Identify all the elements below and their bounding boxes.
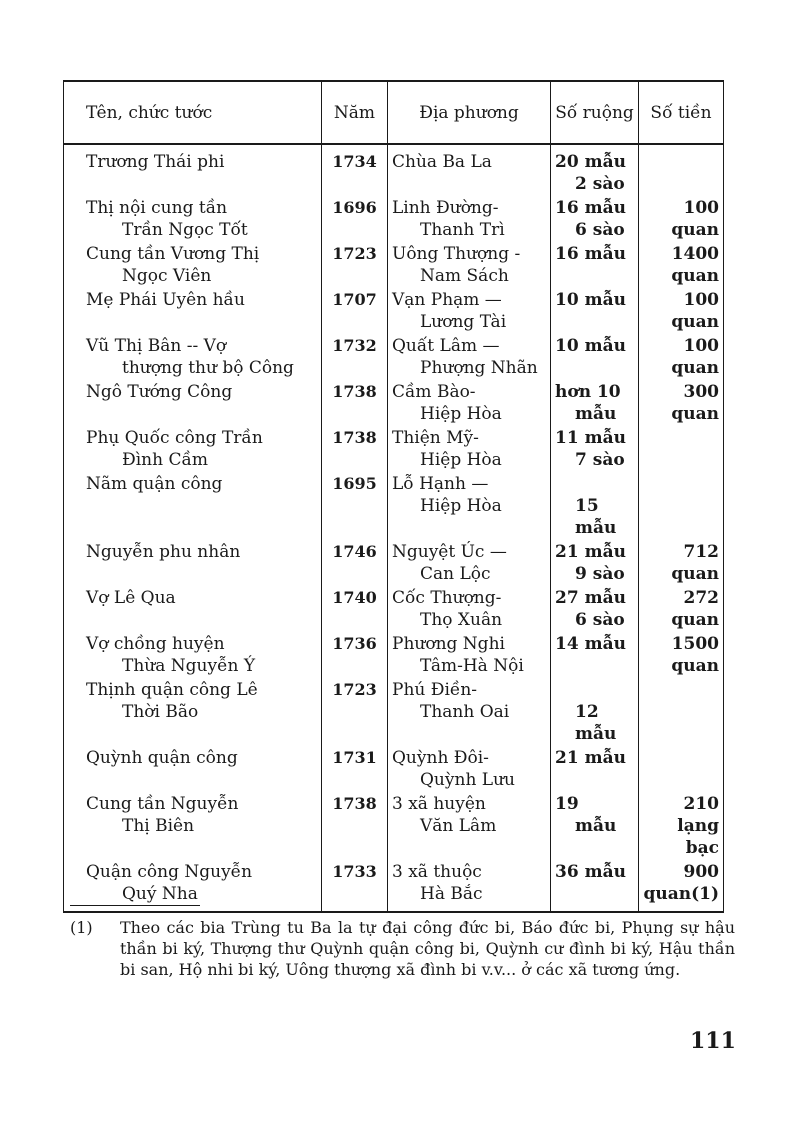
place-line: Cốc Thượng- — [392, 588, 502, 608]
field-line: 16 mẫu — [555, 244, 626, 264]
field-line: mẫu — [575, 816, 617, 836]
table-row — [64, 381, 724, 427]
place-line: Linh Đường- — [392, 198, 499, 218]
money-cell — [639, 144, 724, 197]
money-line: quan — [671, 404, 719, 424]
table-row — [64, 335, 724, 381]
field-cell — [551, 473, 639, 541]
money-line: 100 — [683, 198, 719, 218]
table-body — [64, 144, 724, 912]
money-line: 900 — [683, 862, 719, 882]
place-cell — [388, 861, 551, 912]
place-cell — [388, 679, 551, 747]
name-line: Đình Cầm — [122, 450, 209, 470]
place-line: Hiệp Hòa — [420, 450, 502, 470]
money-cell — [639, 793, 724, 861]
name-line: Vợ chồng huyện — [86, 634, 225, 654]
place-line: Nguyệt Úc — — [392, 542, 507, 562]
table-row — [64, 197, 724, 243]
name-line: Vũ Thị Bân -- Vợ — [86, 336, 227, 356]
place-line: 3 xã huyện — [392, 794, 486, 814]
place-line: Thiện Mỹ- — [392, 428, 479, 448]
field-line: 27 mẫu — [555, 588, 626, 608]
field-line: 7 sào — [575, 450, 625, 470]
name-cell — [64, 679, 322, 747]
money-line: 100 — [683, 290, 719, 310]
money-line: quan — [671, 358, 719, 378]
year-cell: 1723 — [322, 243, 388, 289]
field-cell — [551, 541, 639, 587]
year-cell: 1695 — [322, 473, 388, 541]
name-line: Cung tần Vương Thị — [86, 244, 260, 264]
field-line: 9 sào — [575, 564, 625, 584]
field-cell — [551, 747, 639, 793]
field-cell — [551, 243, 639, 289]
money-line: quan(1) — [643, 884, 719, 904]
place-line: Can Lộc — [420, 564, 491, 584]
name-line: Ngọc Viên — [122, 266, 212, 286]
name-cell — [64, 289, 322, 335]
money-cell — [639, 633, 724, 679]
money-line: quan — [671, 266, 719, 286]
name-line: Cung tần Nguyễn — [86, 794, 239, 814]
place-line: Lỗ Hạnh — — [392, 474, 489, 494]
place-cell — [388, 793, 551, 861]
table-row — [64, 289, 724, 335]
place-line: Quất Lâm — — [392, 336, 500, 356]
money-line: quan — [671, 564, 719, 584]
field-cell — [551, 197, 639, 243]
name-cell — [64, 633, 322, 679]
name-cell — [64, 473, 322, 541]
name-line: Thịnh quận công Lê — [86, 680, 258, 700]
name-cell — [64, 381, 322, 427]
name-line: Quý Nha — [122, 884, 198, 904]
money-cell — [639, 861, 724, 912]
table-row — [64, 243, 724, 289]
place-line: Hiệp Hòa — [420, 404, 502, 424]
field-cell — [551, 793, 639, 861]
field-cell — [551, 381, 639, 427]
field-line: hơn 10 — [555, 382, 621, 402]
field-line: 20 mẫu — [555, 152, 626, 172]
name-line: Ngô Tướng Công — [86, 382, 233, 402]
money-line: quan — [671, 656, 719, 676]
name-line: Thị nội cung tần — [86, 198, 228, 218]
place-line: Thọ Xuân — [420, 610, 503, 630]
place-line: Quỳnh Đôi- — [392, 748, 489, 768]
field-line: 21 mẫu — [555, 748, 626, 768]
donation-table — [63, 80, 724, 913]
header-place: Địa phương — [388, 81, 551, 144]
place-line: Vạn Phạm — — [392, 290, 502, 310]
year-cell: 1738 — [322, 427, 388, 473]
name-line: Trương Thái phi — [86, 152, 225, 172]
year-cell: 1746 — [322, 541, 388, 587]
table-header-row — [64, 81, 724, 144]
header-year: Năm — [322, 81, 388, 144]
name-cell — [64, 541, 322, 587]
name-line: Nguyễn phu nhân — [86, 542, 241, 562]
place-line: Thanh Trì — [420, 220, 505, 240]
place-line: Hà Bắc — [420, 884, 483, 904]
place-line: Uông Thượng - — [392, 244, 521, 264]
year-cell: 1738 — [322, 381, 388, 427]
place-cell — [388, 541, 551, 587]
place-cell — [388, 427, 551, 473]
place-cell — [388, 587, 551, 633]
name-line: thượng thư bộ Công — [122, 358, 294, 378]
place-line: 3 xã thuộc — [392, 862, 482, 882]
place-cell — [388, 197, 551, 243]
footnote-marker: (1) — [70, 918, 93, 937]
place-line: Thanh Oai — [420, 702, 510, 722]
year-cell: 1707 — [322, 289, 388, 335]
name-line: Thị Biên — [122, 816, 195, 836]
place-line: Văn Lâm — [420, 816, 497, 836]
place-line: Quỳnh Lưu — [420, 770, 515, 790]
place-line: Lương Tài — [420, 312, 507, 332]
place-cell — [388, 289, 551, 335]
money-cell — [639, 541, 724, 587]
name-line: Phụ Quốc công Trần — [86, 428, 263, 448]
name-cell — [64, 427, 322, 473]
year-cell: 1731 — [322, 747, 388, 793]
place-cell — [388, 243, 551, 289]
year-cell: 1732 — [322, 335, 388, 381]
money-line: 300 — [683, 382, 719, 402]
field-cell — [551, 587, 639, 633]
field-line: 11 mẫu — [555, 428, 626, 448]
name-line: Nãm quận công — [86, 474, 223, 494]
place-cell — [388, 144, 551, 197]
money-cell — [639, 243, 724, 289]
place-cell — [388, 473, 551, 541]
field-line — [555, 679, 634, 701]
money-cell — [639, 381, 724, 427]
place-line: Chùa Ba La — [392, 152, 492, 172]
field-cell — [551, 861, 639, 912]
place-line: Hiệp Hòa — [420, 496, 502, 516]
table-row — [64, 427, 724, 473]
table-row — [64, 747, 724, 793]
money-line: quan — [671, 312, 719, 332]
name-line: Quận công Nguyễn — [86, 862, 253, 882]
money-line: 712 — [683, 542, 719, 562]
field-line: 2 sào — [575, 174, 625, 194]
money-line: bạc — [685, 838, 719, 858]
name-cell — [64, 197, 322, 243]
field-cell — [551, 633, 639, 679]
name-cell — [64, 335, 322, 381]
field-line: 15 mẫu — [575, 496, 617, 538]
header-money: Số tiền — [639, 81, 724, 144]
money-cell — [639, 427, 724, 473]
money-cell — [639, 473, 724, 541]
footnote — [70, 917, 735, 980]
place-line: Phượng Nhãn — [420, 358, 538, 378]
money-line: 100 — [683, 336, 719, 356]
year-cell: 1723 — [322, 679, 388, 747]
year-cell: 1738 — [322, 793, 388, 861]
money-cell — [639, 289, 724, 335]
header-field: Số ruộng — [551, 81, 639, 144]
field-line: 16 mẫu — [555, 198, 626, 218]
place-cell — [388, 633, 551, 679]
field-cell — [551, 679, 639, 747]
money-line: quan — [671, 610, 719, 630]
place-line: Nam Sách — [420, 266, 509, 286]
table-row — [64, 633, 724, 679]
field-line: 36 mẫu — [555, 862, 626, 882]
name-cell — [64, 243, 322, 289]
name-line: Thừa Nguyễn Ý — [122, 656, 256, 676]
table-row — [64, 793, 724, 861]
field-line: 6 sào — [575, 610, 625, 630]
field-line — [555, 473, 634, 495]
field-cell — [551, 289, 639, 335]
money-line: 272 — [683, 588, 719, 608]
year-cell: 1740 — [322, 587, 388, 633]
money-line: 210 lạng — [677, 794, 719, 836]
year-cell: 1736 — [322, 633, 388, 679]
place-cell — [388, 335, 551, 381]
table-row — [64, 541, 724, 587]
page-number: 111 — [690, 1028, 736, 1054]
field-line: 6 sào — [575, 220, 625, 240]
footnote-rule — [70, 905, 200, 906]
year-cell: 1696 — [322, 197, 388, 243]
table-row — [64, 144, 724, 197]
place-line: Tâm-Hà Nội — [420, 656, 524, 676]
money-line: 1500 — [671, 634, 719, 654]
name-line: Vợ Lê Qua — [86, 588, 176, 608]
year-cell: 1734 — [322, 144, 388, 197]
header-name: Tên, chức tước — [64, 81, 322, 144]
money-cell — [639, 197, 724, 243]
money-cell — [639, 747, 724, 793]
place-cell — [388, 381, 551, 427]
name-line: Thời Bão — [122, 702, 199, 722]
name-line: Trần Ngọc Tốt — [122, 220, 248, 240]
field-cell — [551, 427, 639, 473]
place-line: Phú Điền- — [392, 680, 478, 700]
money-cell — [639, 587, 724, 633]
field-line: 12 mẫu — [575, 702, 617, 744]
money-line: 1400 — [671, 244, 719, 264]
name-cell — [64, 747, 322, 793]
place-cell — [388, 747, 551, 793]
name-cell — [64, 144, 322, 197]
field-line: mẫu — [575, 404, 617, 424]
field-line: 10 mẫu — [555, 290, 626, 310]
field-line: 21 mẫu — [555, 542, 626, 562]
field-line: 19 — [555, 794, 579, 814]
place-line: Phương Nghi — [392, 634, 505, 654]
field-line: 10 mẫu — [555, 336, 626, 356]
place-line: Cầm Bào- — [392, 382, 476, 402]
year-cell: 1733 — [322, 861, 388, 912]
field-line: 14 mẫu — [555, 634, 626, 654]
name-line: Quỳnh quận công — [86, 748, 238, 768]
money-cell — [639, 335, 724, 381]
money-cell — [639, 679, 724, 747]
table-row — [64, 587, 724, 633]
table-row — [64, 473, 724, 541]
field-cell — [551, 144, 639, 197]
name-cell — [64, 587, 322, 633]
name-cell — [64, 793, 322, 861]
footnote-text: Theo các bia Trùng tu Ba la tự đại công đức bi, Báo đức bi, Phụng sự hậu thần bi ký, Thượng thư Quỳnh quận công bi, Quỳnh cư đình bi ký, Hậu thần bi san, Hộ nhi bi ký, Uông thượng xã đình bi v.v... ở các xã tương ứng. — [120, 918, 735, 979]
money-line: quan — [671, 220, 719, 240]
table-row — [64, 679, 724, 747]
field-cell — [551, 335, 639, 381]
name-line: Mẹ Phái Uyên hầu — [86, 290, 245, 310]
